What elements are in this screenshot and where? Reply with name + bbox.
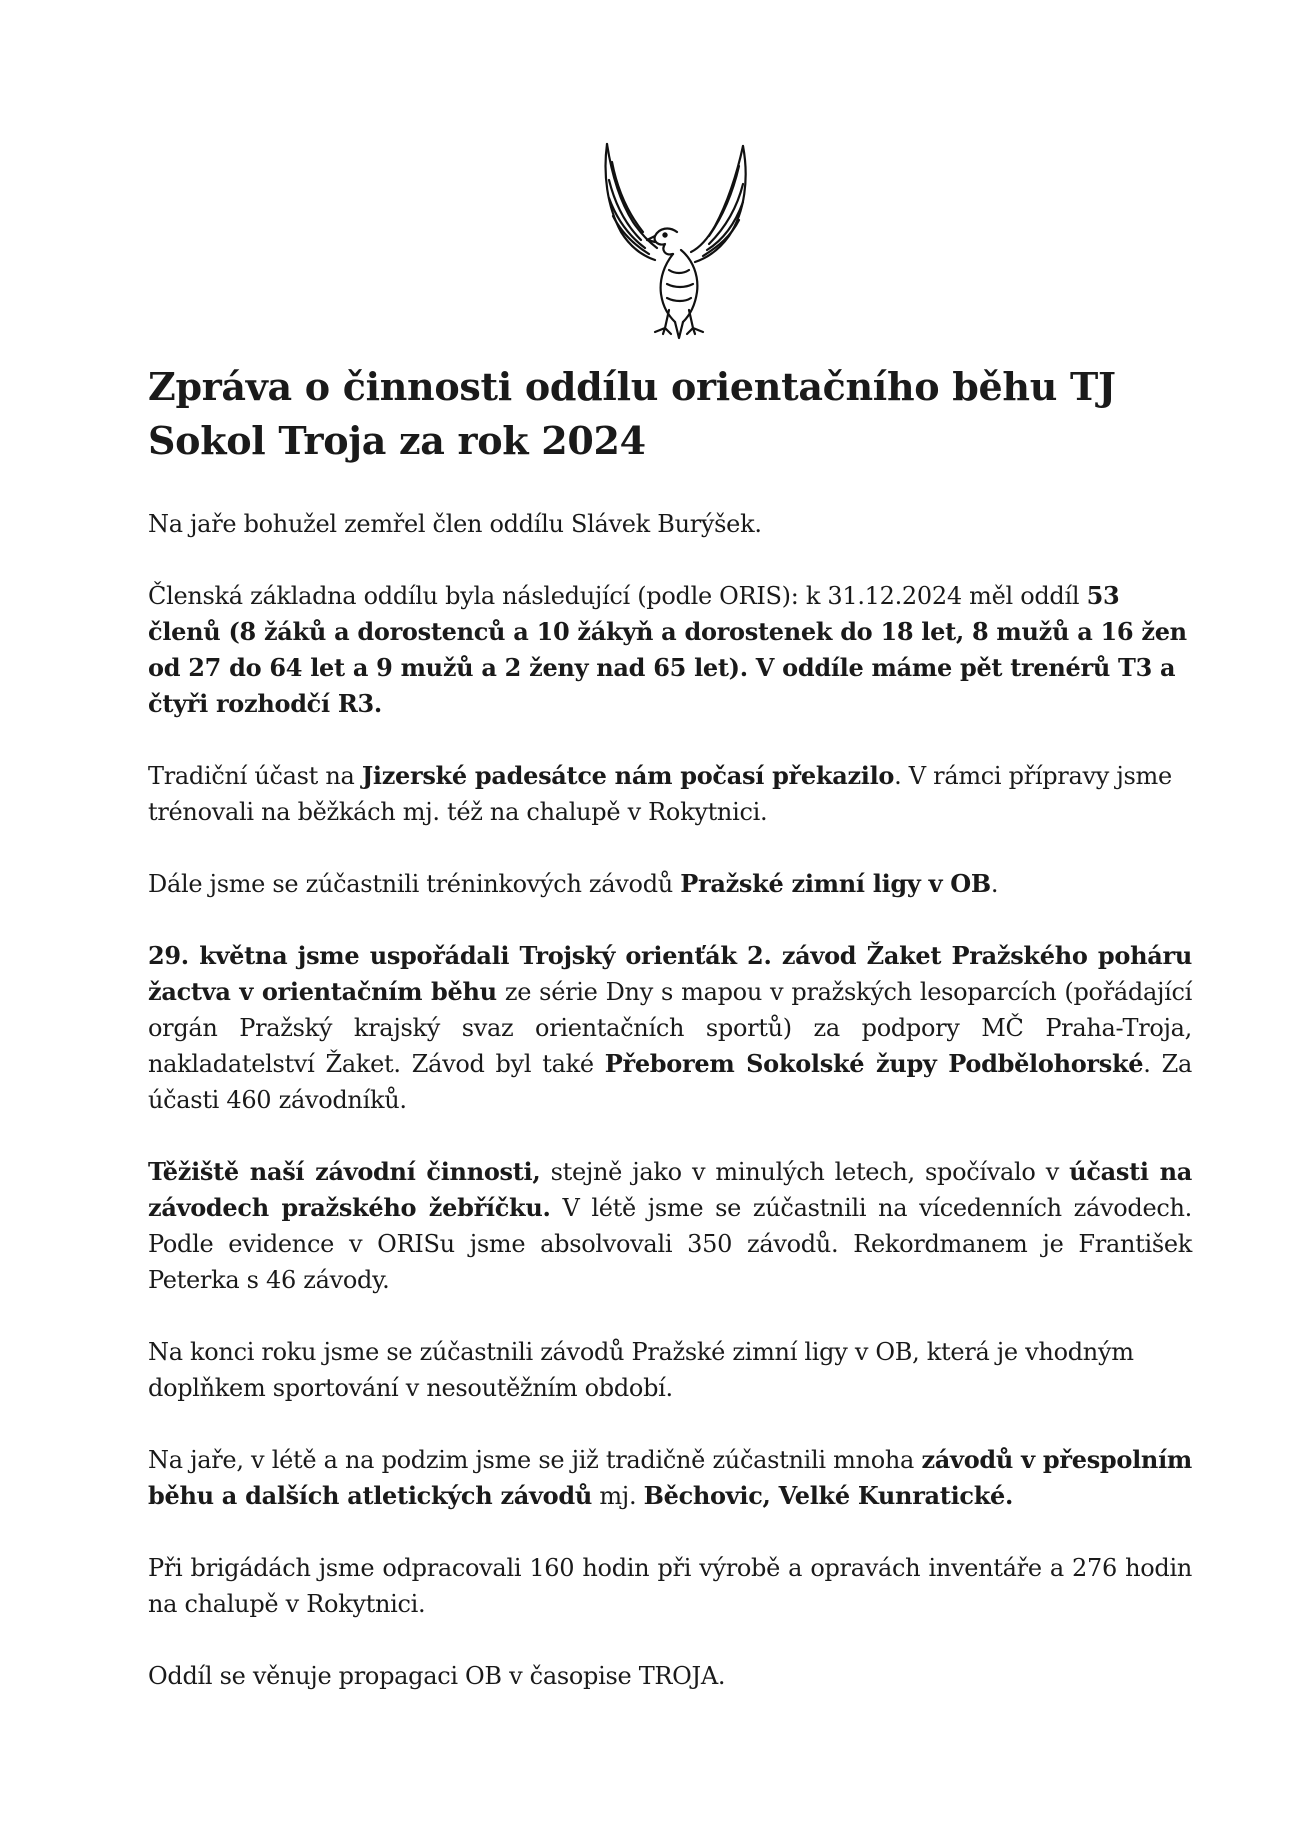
paragraph-jizerska (148, 758, 1192, 830)
winter-league-highlight: Pražské zimní ligy v OB (680, 869, 991, 898)
report-title: Zpráva o činnosti oddílu orientačního běhu TJ Sokol Troja za rok 2024 (148, 364, 1116, 463)
paragraph-text: Členská základna oddílu byla následující (podle ORIS): k 31.12.2024 měl oddíl (148, 582, 1087, 610)
paragraph-text: ze série Dny s mapou v pražských lesoparcích (pořádající orgán Pražský krajský svaz orientačních sportů) za podpory MČ Praha-Troja, nakladatelství Žaket. Závod byl také (148, 978, 1192, 1078)
paragraph-text: Na jaře, v létě a na podzim jsme se již tradičně zúčastnili mnoha (148, 1446, 922, 1474)
paragraph-text: V létě jsme se zúčastnili na vícedenních závodech. Podle evidence v ORISu jsme absolvovali 350 závodů. Rekordmanem je František Peterka s 46 závody. (148, 1194, 1192, 1294)
eagle-icon (585, 140, 765, 340)
paragraph-text: mj. (592, 1482, 644, 1510)
paragraph-race-activity (148, 1154, 1192, 1298)
paragraph-winter-league (148, 866, 1192, 902)
jizerska-highlight: Jizerské padesátce nám počasí překazilo (361, 761, 895, 790)
paragraph-text: stejně jako v minulých letech, spočívalo v (540, 1158, 1070, 1186)
activity-highlight: Těžiště naší závodní činnosti, (148, 1157, 541, 1186)
paragraph-text: . Za účasti 460 závodníků. (148, 1050, 1192, 1114)
paragraph-trojsky-orientak (148, 938, 1192, 1118)
paragraph-text: Oddíl se věnuje propagaci OB v časopise TROJA. (148, 1662, 726, 1690)
paragraph-text: Na jaře bohužel zemřel člen oddílu Slávek Burýšek. (148, 510, 762, 538)
ladder-highlight: účasti na závodech pražského žebříčku. (148, 1157, 1193, 1222)
event-highlight: 29. května jsme uspořádali Trojský orienťák 2. závod Žaket Pražského poháru žactva v orientačním běhu (148, 941, 1192, 1006)
cross-country-highlight: závodů v přespolním běhu a dalších atletických závodů (148, 1445, 1192, 1510)
report-content (148, 360, 1192, 1730)
paragraph-obituary (148, 506, 1192, 542)
membership-summary: 53 členů (8 žáků a dorostenců a 10 žákyň a dorostenek do 18 let, 8 mužů a 16 žen od 27 do 64 let a 9 mužů a 2 ženy nad 65 let). V oddíle máme pět trenérů T3 a čtyři rozhodčí R3. (148, 581, 1187, 718)
paragraph-text: . (990, 870, 999, 898)
paragraph-brigades (148, 1550, 1192, 1622)
paragraph-text: . V rámci přípravy jsme trénovali na běžkách mj. též na chalupě v Rokytnici. (148, 762, 1172, 826)
paragraph-text: Při brigádách jsme odpracovali 160 hodin při výrobě a opravách inventáře a 276 hodin na chalupě v Rokytnici. (148, 1554, 1192, 1618)
races-highlight: Běchovic, Velké Kunratické. (643, 1481, 1014, 1510)
paragraph-text: Tradiční účast na (148, 762, 362, 790)
paragraph-text: Dále jsme se zúčastnili tréninkových závodů (148, 870, 681, 898)
championship-highlight: Přeborem Sokolské župy Podbělohorské (604, 1049, 1144, 1078)
paragraph-year-end (148, 1334, 1192, 1406)
paragraph-membership (148, 578, 1192, 722)
paragraph-promotion (148, 1658, 1192, 1694)
paragraph-cross-country (148, 1442, 1192, 1514)
eagle-logo (585, 140, 765, 340)
paragraph-text: Na konci roku jsme se zúčastnili závodů Pražské zimní ligy v OB, která je vhodným doplňkem sportování v nesoutěžním období. (148, 1338, 1134, 1402)
